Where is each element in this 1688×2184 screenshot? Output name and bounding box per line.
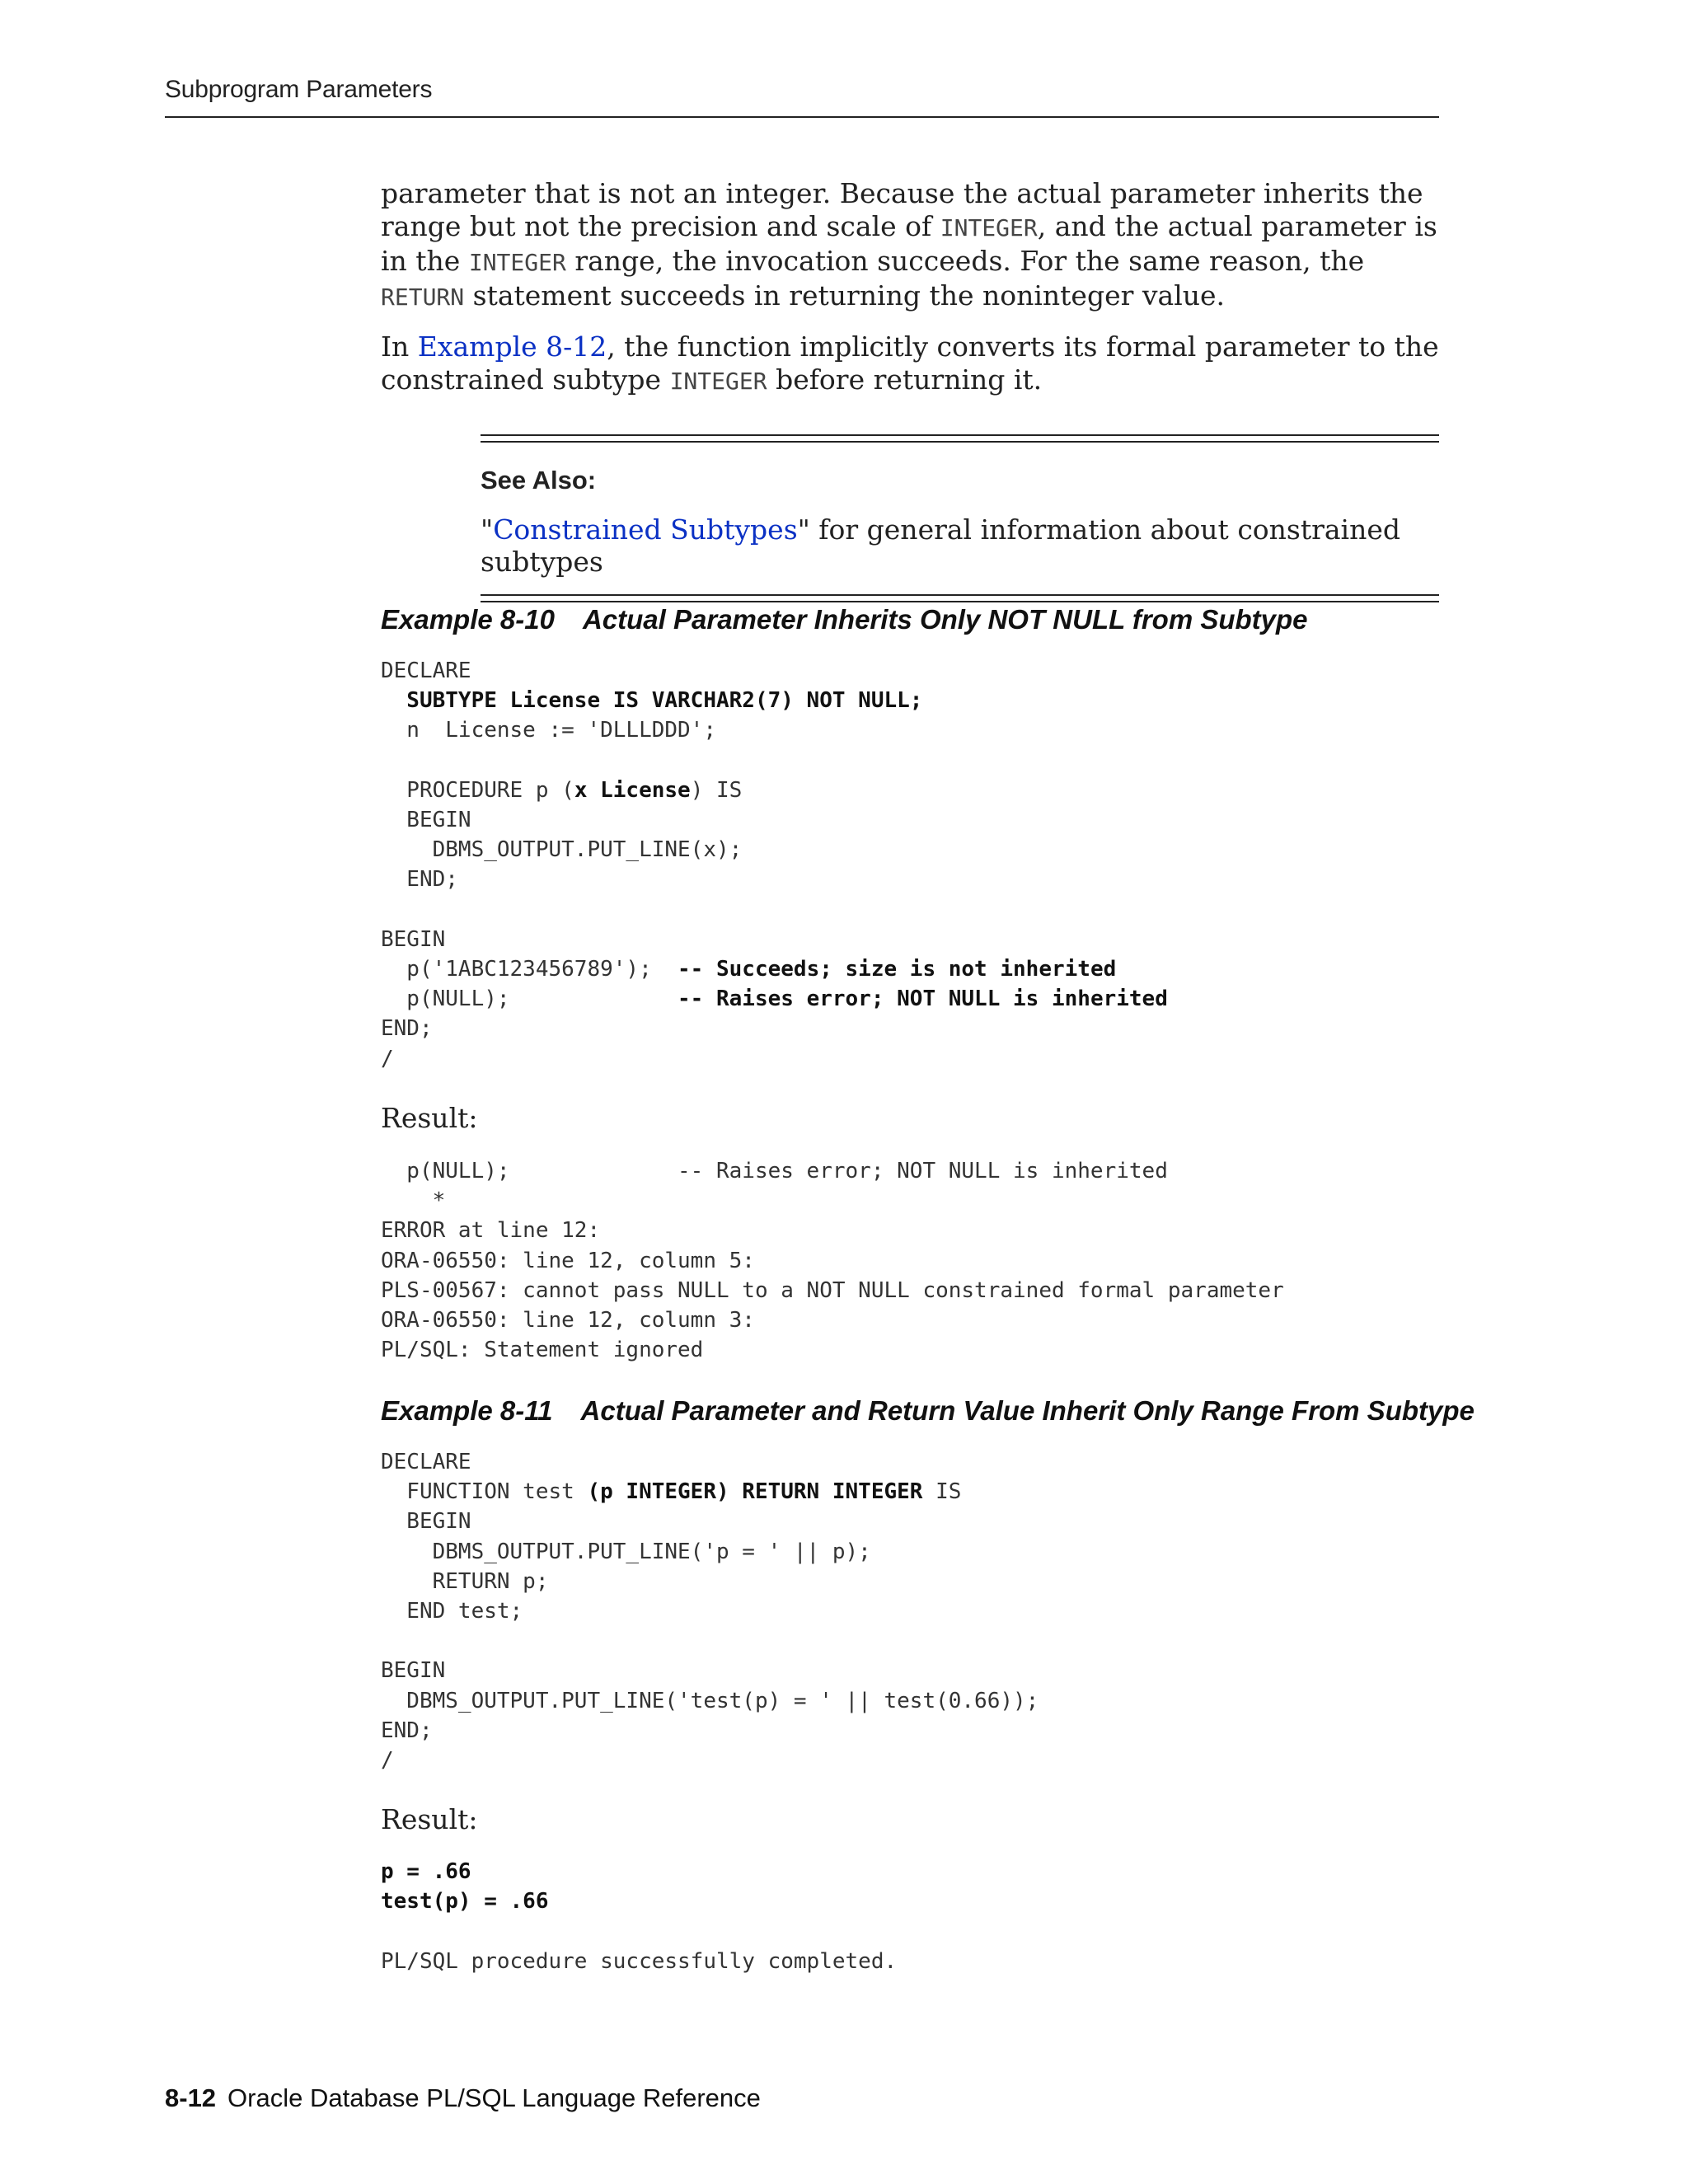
see-also-text: "Constrained Subtypes" for general information about constrained subtypes xyxy=(481,513,1401,578)
constrained-subtypes-link[interactable]: Constrained Subtypes xyxy=(493,513,798,546)
example-8-11-completion-message: PL/SQL procedure successfully completed. xyxy=(381,1949,898,1974)
example-caption: Actual Parameter Inherits Only NOT NULL from Subtype xyxy=(582,604,1308,635)
intro-paragraph-2: In Example 8-12, the function implicitly converts its formal parameter to the constrained subtype INTEGER before returning it. xyxy=(381,330,1439,396)
see-also-top-rule xyxy=(481,434,1439,443)
example-8-10-result: p(NULL); -- Raises error; NOT NULL is inherited * ERROR at line 12: ORA-06550: line 12, column 5: PLS-00567: cannot pass NULL to a NOT NULL constrained formal parameter ORA-06550: line 12, column 3: PL/SQL: Statement ignored xyxy=(381,1159,1284,1363)
example-number: Example 8-11 xyxy=(381,1395,553,1426)
example-8-10-code: DECLARE SUBTYPE License IS VARCHAR2(7) NOT NULL; n License := 'DLLLDDD'; PROCEDURE p (x License) IS BEGIN DBMS_OUTPUT.PUT_LINE(x); END; BEGIN p('1ABC123456789'); -- Succeeds; size is not inherited p(NULL); -- Raises error; NOT NULL is inherited END; / xyxy=(381,658,1168,1071)
example-number: Example 8-10 xyxy=(381,604,555,635)
book-title: Oracle Database PL/SQL Language Reference xyxy=(227,2083,761,2112)
example-8-11-code: DECLARE FUNCTION test (p INTEGER) RETURN INTEGER IS BEGIN DBMS_OUTPUT.PUT_LINE('p = ' || p); RETURN p; END test; BEGIN DBMS_OUTPUT.PUT_LINE('test(p) = ' || test(0.66)); END; / xyxy=(381,1450,1039,1774)
inline-code: INTEGER xyxy=(468,249,566,276)
example-caption: Actual Parameter and Return Value Inherit Only Range From Subtype xyxy=(580,1395,1475,1426)
header-rule xyxy=(165,116,1439,118)
see-also-bottom-rule xyxy=(481,594,1439,602)
see-also-box xyxy=(481,434,1439,602)
inline-code: INTEGER xyxy=(669,368,767,395)
example-8-11-result-output xyxy=(381,1857,549,1916)
inline-code: INTEGER xyxy=(940,214,1038,241)
result-output-lines: p = .66 test(p) = .66 xyxy=(381,1859,549,1915)
example-8-11-result-label: Result: xyxy=(381,1803,478,1835)
running-header: Subprogram Parameters xyxy=(165,76,433,103)
example-8-10-result-label: Result: xyxy=(381,1102,478,1134)
intro-paragraph-1: parameter that is not an integer. Because the actual parameter inherits the range but not the precision and scale of INTEGER, and the actual parameter is in the INTEGER range, the invocation succeeds. For the same reason, the RETURN statement succeeds in returning the noninteger value. xyxy=(381,177,1437,312)
see-also-title: See Also: xyxy=(481,466,597,494)
page-footer xyxy=(165,2083,761,2113)
example-8-12-link[interactable]: Example 8-12 xyxy=(417,330,607,363)
example-8-10-title xyxy=(381,604,1308,635)
inline-code: RETURN xyxy=(381,284,465,311)
example-8-11-title xyxy=(381,1395,1475,1427)
page-number: 8-12 xyxy=(165,2083,217,2112)
intro-section xyxy=(381,177,1444,398)
